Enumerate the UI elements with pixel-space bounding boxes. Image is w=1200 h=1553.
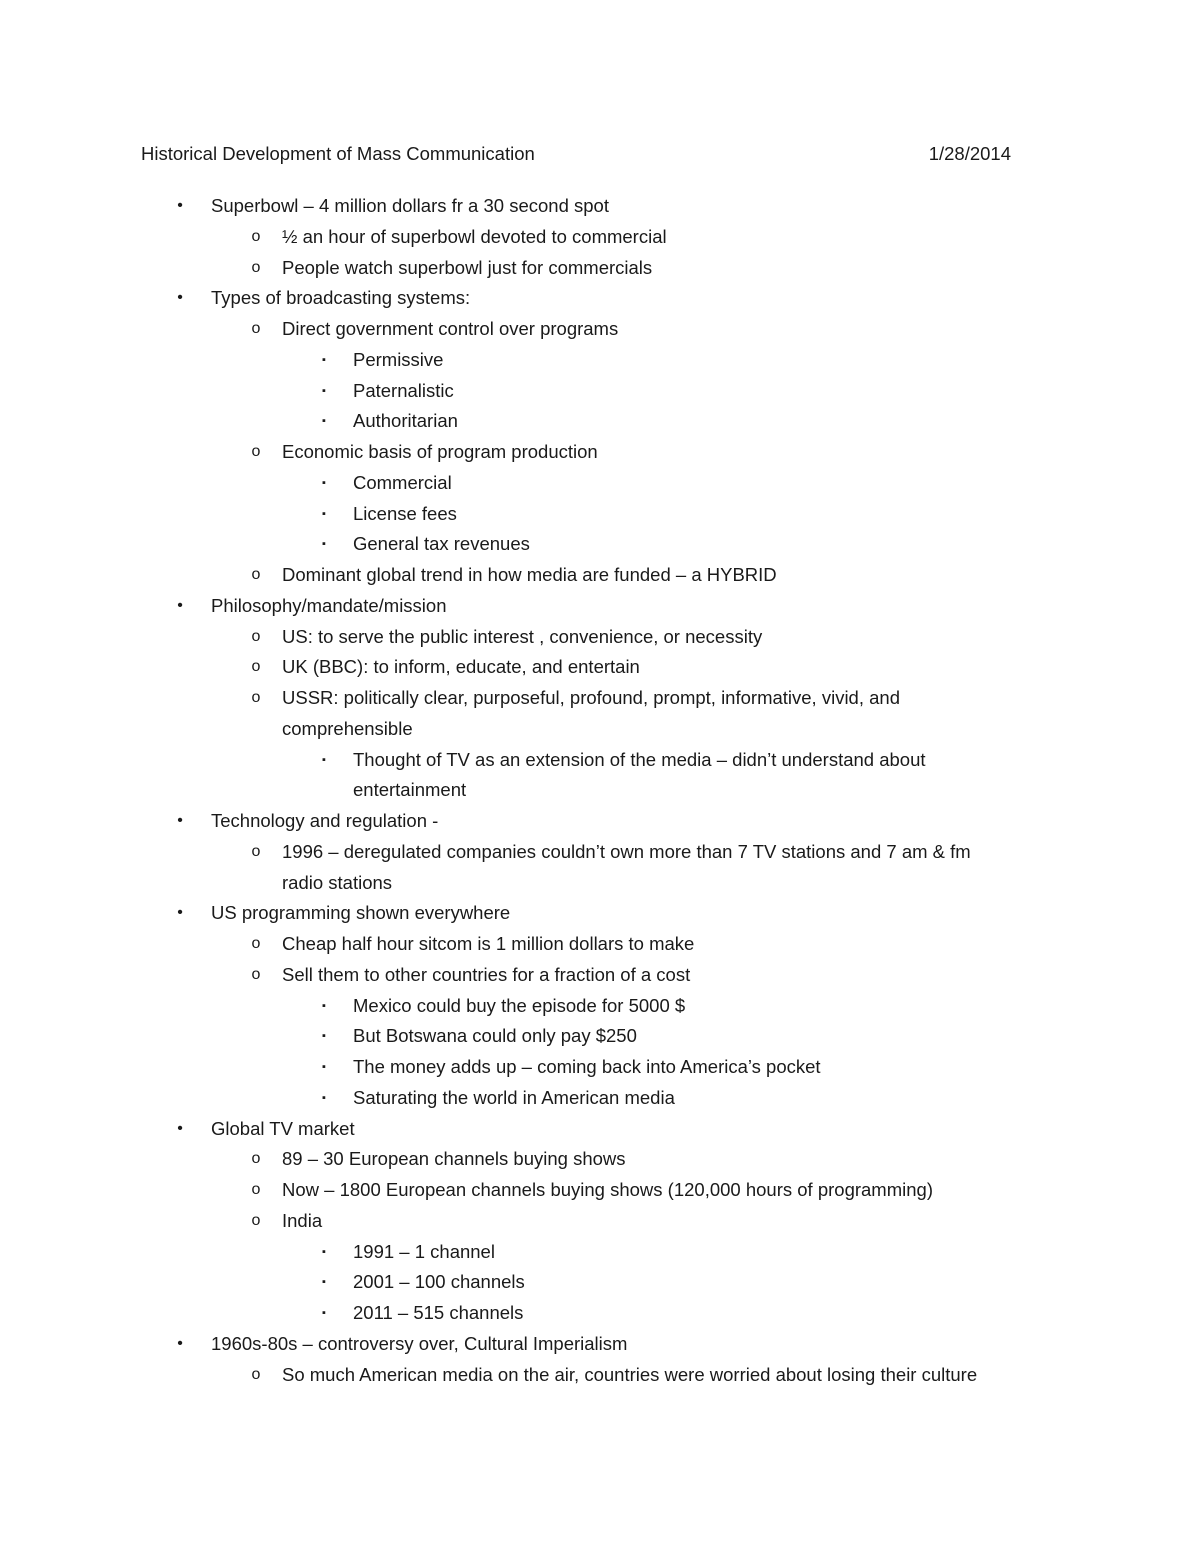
- bullet-marker: ▪: [322, 753, 326, 766]
- bullet-marker: o: [251, 566, 261, 583]
- outline-item-text: 1996 – deregulated companies couldn’t own more than 7 TV stations and 7 am & fm: [282, 840, 971, 862]
- outline-item-level-3: [0, 1052, 1200, 1083]
- bullet-marker: o: [251, 320, 261, 337]
- outline-item-text: Commercial: [353, 471, 452, 493]
- bullet-marker: •: [177, 812, 183, 829]
- outline-item-level-3: [0, 991, 1200, 1022]
- bullet-marker: ▪: [322, 1307, 326, 1319]
- bullet-marker: •: [177, 596, 183, 614]
- outline-item-level-3: [0, 775, 1200, 806]
- outline-item-text: Saturating the world in American media: [353, 1086, 675, 1108]
- bullet-marker: ▪: [322, 1061, 326, 1073]
- bullet-marker: o: [251, 842, 261, 860]
- outline-item-level-2: [0, 683, 1200, 714]
- outline-item-text: Mexico could buy the episode for 5000 $: [353, 994, 686, 1016]
- outline-item-level-2: [0, 314, 1200, 345]
- outline-item-text: Philosophy/mandate/mission: [211, 594, 447, 616]
- outline-item-text: 1991 – 1 channel: [353, 1240, 495, 1262]
- outline-item-text: 2001 – 100 channels: [353, 1271, 525, 1293]
- outline-item-level-2: [0, 253, 1200, 284]
- outline-item-text: entertainment: [353, 779, 467, 801]
- outline-item-text: US: to serve the public interest , convenience, or necessity: [282, 625, 763, 647]
- bullet-marker: o: [251, 443, 261, 460]
- bullet-marker: •: [177, 1119, 183, 1137]
- outline-item-text: People watch superbowl just for commercials: [282, 256, 653, 278]
- bullet-marker: ▪: [322, 507, 326, 520]
- bullet-marker: •: [177, 1334, 183, 1352]
- outline-item-text: Authoritarian: [353, 410, 458, 432]
- outline-item-text: Dominant global trend in how media are funded – a HYBRID: [282, 564, 777, 585]
- outline-item-text: Economic basis of program production: [282, 441, 598, 462]
- outline-item-text: 1960s-80s – controversy over, Cultural Imperialism: [211, 1332, 628, 1354]
- outline-item-level-2: [0, 437, 1200, 468]
- bullet-marker: ▪: [322, 1276, 326, 1289]
- document-header: [141, 143, 1011, 169]
- outline-item-level-1: [0, 191, 1200, 222]
- outline-item-level-2: [0, 622, 1200, 653]
- outline-item-text: India: [282, 1209, 323, 1231]
- outline-item-level-3: [0, 1021, 1200, 1052]
- outline-item-level-3: [0, 499, 1200, 530]
- outline-item-level-2: [0, 652, 1200, 683]
- outline-item-text: 89 – 30 European channels buying shows: [282, 1148, 626, 1170]
- bullet-marker: o: [251, 935, 261, 952]
- outline-item-text: So much American media on the air, countries were worried about losing their culture: [282, 1363, 978, 1385]
- outline-item-text: US programming shown everywhere: [211, 902, 511, 924]
- bullet-marker: o: [251, 1150, 261, 1168]
- outline-item-level-2: [0, 1144, 1200, 1175]
- outline-item-level-2: [0, 1360, 1200, 1391]
- bullet-marker: o: [251, 1211, 261, 1229]
- outline-item-text: radio stations: [282, 871, 393, 893]
- bullet-marker: o: [251, 1365, 261, 1383]
- outline-item-level-2: [0, 837, 1200, 868]
- outline-item-level-1: [0, 591, 1200, 622]
- bullet-marker: ▪: [322, 415, 326, 428]
- outline-item-text: Permissive: [353, 348, 444, 370]
- outline-item-text: USSR: politically clear, purposeful, profound, prompt, informative, vivid, and: [282, 687, 900, 708]
- outline-item-level-3: [0, 345, 1200, 376]
- outline-item-level-3: [0, 1083, 1200, 1114]
- outline-item-level-3: [0, 406, 1200, 437]
- outline-item-level-2: [0, 960, 1200, 991]
- bullet-marker: •: [177, 289, 183, 307]
- bullet-marker: o: [251, 227, 261, 245]
- outline-item-text: 2011 – 515 channels: [353, 1302, 524, 1323]
- bullet-marker: •: [177, 904, 183, 922]
- outline-item-level-2: [0, 1206, 1200, 1237]
- outline-item-text: comprehensible: [282, 717, 413, 739]
- outline-item-text: Cheap half hour sitcom is 1 million dollars to make: [282, 933, 695, 954]
- outline-item-text: Global TV market: [211, 1117, 355, 1139]
- outline-item-level-3: [0, 376, 1200, 407]
- bullet-marker: o: [251, 965, 261, 983]
- outline-item-level-2: [0, 222, 1200, 253]
- outline-item-text: But Botswana could only pay $250: [353, 1025, 637, 1047]
- bullet-marker: ▪: [322, 1091, 326, 1104]
- outline-item-level-1: [0, 898, 1200, 929]
- outline-item-text: General tax revenues: [353, 533, 530, 555]
- outline-item-level-2: [0, 929, 1200, 960]
- bullet-marker: •: [177, 197, 183, 214]
- bullet-marker: o: [251, 258, 261, 276]
- outline-item-level-3: [0, 1237, 1200, 1268]
- outline-item-text: Direct government control over programs: [282, 318, 619, 339]
- outline-item-text: Thought of TV as an extension of the media – didn’t understand about: [353, 748, 926, 770]
- outline-item-level-2: [0, 560, 1200, 591]
- bullet-marker: ▪: [322, 353, 326, 366]
- bullet-marker: ▪: [322, 999, 326, 1012]
- outline-item-text: Types of broadcasting systems:: [211, 287, 471, 309]
- bullet-marker: o: [251, 627, 261, 645]
- outline-item-level-3: [0, 1298, 1200, 1329]
- outline-item-text: ½ an hour of superbowl devoted to commercial: [282, 225, 667, 247]
- document-title: Historical Development of Mass Communication: [141, 143, 535, 164]
- bullet-marker: ▪: [322, 1030, 326, 1043]
- outline-item-level-2: [0, 714, 1200, 745]
- bullet-marker: o: [251, 658, 261, 676]
- outline-item-text: Paternalistic: [353, 379, 454, 401]
- outline-item-level-2: [0, 1175, 1200, 1206]
- outline-item-level-1: [0, 283, 1200, 314]
- outline-item-level-1: [0, 806, 1200, 837]
- bullet-marker: ▪: [322, 476, 326, 489]
- outline-item-text: Sell them to other countries for a fraction of a cost: [282, 963, 691, 985]
- bullet-marker: ▪: [322, 538, 326, 551]
- outline-item-level-3: [0, 529, 1200, 560]
- outline-item-text: UK (BBC): to inform, educate, and entertain: [282, 656, 640, 678]
- bullet-marker: ▪: [322, 1245, 326, 1258]
- outline-item-text: Now – 1800 European channels buying shows (120,000 hours of programming): [282, 1179, 933, 1200]
- bullet-marker: ▪: [322, 384, 326, 397]
- outline-item-level-1: [0, 1114, 1200, 1145]
- document-date: 1/28/2014: [928, 143, 1011, 164]
- outline-item-level-3: [0, 1267, 1200, 1298]
- outline-item-level-1: [0, 1329, 1200, 1360]
- outline-item-level-2: [0, 868, 1200, 899]
- bullet-marker: o: [251, 1181, 261, 1198]
- outline-item-text: Technology and regulation -: [211, 810, 439, 831]
- outline-item-text: License fees: [353, 502, 457, 524]
- outline-item-text: The money adds up – coming back into America’s pocket: [353, 1056, 821, 1077]
- bullet-marker: o: [251, 689, 261, 706]
- outline-list: [0, 191, 1200, 1390]
- outline-item-level-3: [0, 745, 1200, 776]
- outline-item-text: Superbowl – 4 million dollars fr a 30 second spot: [211, 195, 609, 216]
- outline-item-level-3: [0, 468, 1200, 499]
